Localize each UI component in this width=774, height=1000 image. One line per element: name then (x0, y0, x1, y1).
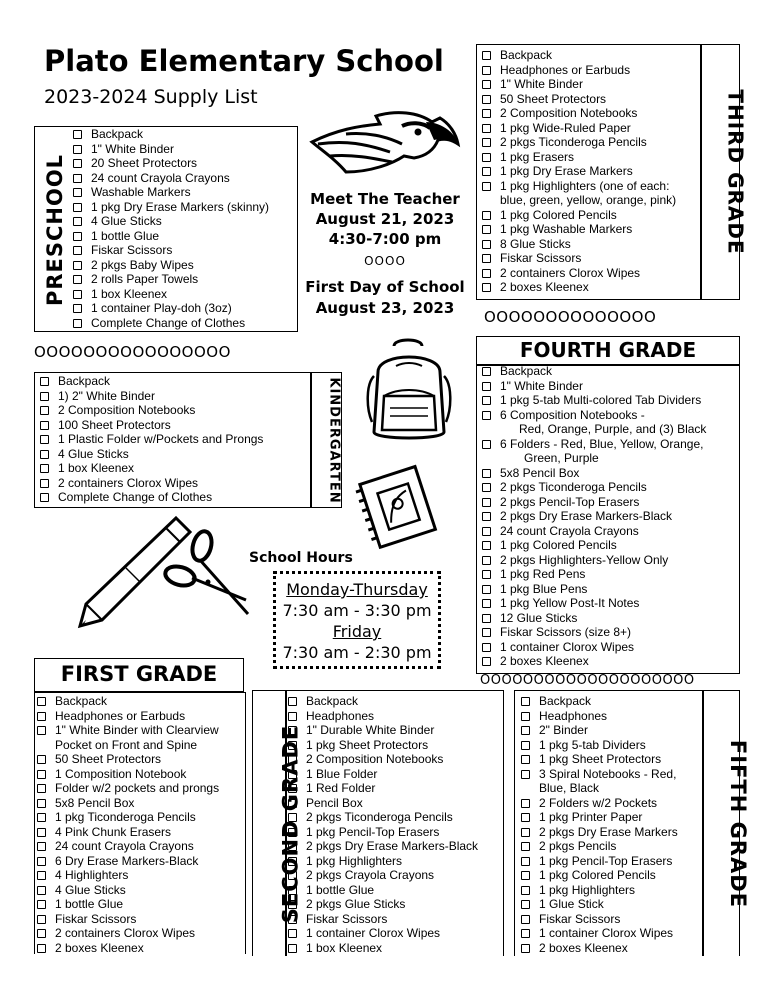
list-item[interactable]: Headphones (518, 709, 678, 724)
list-item[interactable]: 4 Glue Sticks (70, 214, 269, 229)
list-item[interactable]: 6 Folders - Red, Blue, Yellow, Orange, (479, 437, 706, 452)
list-item[interactable]: 1 Plastic Folder w/Pockets and Prongs (37, 432, 263, 447)
checkbox[interactable] (521, 712, 530, 721)
circle-divider: OOOOOOOOOOOOOOOOOOOO (480, 673, 695, 688)
kindergarten-label: KINDERGARTEN (326, 377, 342, 504)
school-title: Plato Elementary School (44, 44, 444, 78)
backpack-icon (360, 336, 458, 446)
list-item[interactable]: 2 rolls Paper Towels (70, 272, 269, 287)
fifth-grade-label-divider (702, 690, 704, 956)
checkbox[interactable] (37, 755, 46, 764)
checkbox[interactable] (521, 944, 530, 953)
list-item[interactable]: 2 containers Clorox Wipes (37, 476, 263, 491)
checkbox[interactable] (521, 828, 530, 837)
kindergarten-label-divider (310, 372, 312, 508)
checkbox[interactable] (37, 871, 46, 880)
checkbox[interactable] (482, 254, 491, 263)
checkbox[interactable] (288, 741, 297, 750)
list-item[interactable]: 6 Composition Notebooks - (479, 408, 706, 423)
list-item[interactable]: 2 pkgs Dry Erase Markers (518, 825, 678, 840)
checkbox[interactable] (521, 900, 530, 909)
first-grade-list (34, 694, 219, 955)
checkbox[interactable] (521, 871, 530, 880)
checkbox[interactable] (73, 246, 82, 255)
checkbox[interactable] (482, 411, 491, 420)
checkbox[interactable] (482, 95, 491, 104)
list-item[interactable]: 8 Glue Sticks (479, 237, 676, 252)
checkbox[interactable] (40, 493, 49, 502)
checkbox[interactable] (521, 726, 530, 735)
meet-teacher-date: August 21, 2023 (315, 210, 455, 228)
list-item[interactable]: 2 boxes Kleenex (34, 941, 219, 956)
checkbox[interactable] (288, 915, 297, 924)
list-item[interactable]: 1 pkg Pencil-Top Erasers (285, 825, 478, 840)
list-item[interactable]: 1" White Binder with Clearview (34, 723, 219, 738)
checkbox[interactable] (521, 770, 530, 779)
checkbox[interactable] (482, 527, 491, 536)
list-item[interactable]: 1 Red Folder (285, 781, 478, 796)
supply-list-subtitle: 2023-2024 Supply List (44, 86, 258, 108)
circle-divider: OOOOOOOOOOOOOO (484, 308, 657, 326)
kindergarten-list (37, 374, 263, 505)
checkbox[interactable] (482, 585, 491, 594)
checkbox[interactable] (482, 541, 491, 550)
checkbox[interactable] (482, 167, 491, 176)
list-item[interactable]: 2 pkgs Baby Wipes (70, 258, 269, 273)
list-item[interactable]: 50 Sheet Protectors (34, 752, 219, 767)
meet-separator: OOOO (364, 254, 406, 268)
list-item[interactable]: 2 boxes Kleenex (479, 280, 676, 295)
list-item[interactable]: Backpack (34, 694, 219, 709)
third-grade-list (479, 48, 676, 295)
checkbox[interactable] (37, 784, 46, 793)
list-item[interactable]: Backpack (479, 364, 706, 379)
list-item[interactable]: 1 pkg Highlighters (518, 883, 678, 898)
checkbox[interactable] (482, 556, 491, 565)
checkbox[interactable] (482, 124, 491, 133)
checkbox[interactable] (482, 283, 491, 292)
list-item[interactable]: Fiskar Scissors (70, 243, 269, 258)
checkbox[interactable] (482, 182, 491, 191)
fourth-grade-list (479, 364, 706, 669)
checkbox[interactable] (521, 915, 530, 924)
list-item[interactable]: Washable Markers (70, 185, 269, 200)
list-item[interactable]: 4 Glue Sticks (37, 447, 263, 462)
checkbox[interactable] (482, 153, 491, 162)
checkbox[interactable] (482, 512, 491, 521)
checkbox[interactable] (288, 755, 297, 764)
list-item[interactable]: 1" Durable White Binder (285, 723, 478, 738)
checkbox[interactable] (73, 203, 82, 212)
checkbox[interactable] (288, 828, 297, 837)
checkbox[interactable] (73, 159, 82, 168)
list-item-continuation: Pocket on Front and Spine (55, 737, 198, 752)
list-item[interactable]: 2 boxes Kleenex (518, 941, 678, 956)
third-grade-label-divider (700, 44, 702, 300)
list-item[interactable]: 1 pkg Sheet Protectors (285, 738, 478, 753)
meet-teacher-time: 4:30-7:00 pm (328, 230, 442, 248)
list-item[interactable]: 1 container Clorox Wipes (518, 926, 678, 941)
checkbox[interactable] (482, 483, 491, 492)
checkbox[interactable] (73, 290, 82, 299)
eagle-mascot-icon (306, 100, 462, 178)
list-item[interactable]: 1 pkg Ticonderoga Pencils (34, 810, 219, 825)
checkbox[interactable] (73, 304, 82, 313)
checkbox[interactable] (521, 799, 530, 808)
checkbox[interactable] (288, 886, 297, 895)
checkbox[interactable] (73, 275, 82, 284)
list-item[interactable]: 1 pkg Red Pens (479, 567, 706, 582)
list-item[interactable]: 1 Blue Folder (285, 767, 478, 782)
first-grade-label: FIRST GRADE (60, 662, 218, 686)
checkbox[interactable] (288, 770, 297, 779)
checkbox[interactable] (482, 138, 491, 147)
checkbox[interactable] (37, 712, 46, 721)
hours-time-fri: 7:30 am - 2:30 pm (282, 643, 432, 662)
list-item[interactable]: 1 pkg Dry Erase Markers (479, 164, 676, 179)
checkbox[interactable] (482, 657, 491, 666)
list-item[interactable]: 2 boxes Kleenex (479, 654, 706, 669)
list-item[interactable]: 1 pkg Colored Pencils (479, 538, 706, 553)
list-item[interactable]: Pencil Box (285, 796, 478, 811)
checkbox[interactable] (288, 799, 297, 808)
checkbox[interactable] (482, 440, 491, 449)
checkbox[interactable] (37, 857, 46, 866)
checkbox[interactable] (482, 211, 491, 220)
checkbox[interactable] (37, 842, 46, 851)
list-item[interactable]: Backpack (37, 374, 263, 389)
checkbox[interactable] (288, 871, 297, 880)
checkbox[interactable] (73, 145, 82, 154)
list-item[interactable]: Fiskar Scissors (size 8+) (479, 625, 706, 640)
checkbox[interactable] (288, 813, 297, 822)
hours-time-mon-thu: 7:30 am - 3:30 pm (282, 601, 432, 620)
checkbox[interactable] (288, 842, 297, 851)
checkbox[interactable] (482, 109, 491, 118)
list-item[interactable]: Fiskar Scissors (479, 251, 676, 266)
list-item[interactable]: 24 count Crayola Crayons (34, 839, 219, 854)
checkbox[interactable] (288, 726, 297, 735)
checkbox[interactable] (521, 857, 530, 866)
list-item[interactable]: 1 pkg Yellow Post-It Notes (479, 596, 706, 611)
list-item[interactable]: 1 pkg Colored Pencils (518, 868, 678, 883)
list-item[interactable]: 1 pkg Dry Erase Markers (skinny) (70, 200, 269, 215)
checkbox[interactable] (521, 697, 530, 706)
fourth-grade-label: FOURTH GRADE (519, 338, 697, 362)
first-day-heading: First Day of School (305, 278, 465, 296)
checkbox[interactable] (482, 628, 491, 637)
checkbox[interactable] (482, 570, 491, 579)
list-item[interactable]: Backpack (70, 127, 269, 142)
list-item[interactable]: 1 Glue Stick (518, 897, 678, 912)
list-item[interactable]: 1 pkg Washable Markers (479, 222, 676, 237)
hours-days-fri: Friday (332, 622, 382, 641)
list-item[interactable]: Backpack (479, 48, 676, 63)
checkbox[interactable] (482, 396, 491, 405)
list-item[interactable]: 2 pkgs Dry Erase Markers-Black (285, 839, 478, 854)
checkbox[interactable] (288, 697, 297, 706)
list-item[interactable]: 2 pkgs Highlighters-Yellow Only (479, 553, 706, 568)
list-item-continuation: Blue, Black (539, 781, 600, 795)
list-item[interactable]: 2" Binder (518, 723, 678, 738)
list-item[interactable]: 3 Spiral Notebooks - Red, (518, 767, 678, 782)
list-item[interactable]: 12 Glue Sticks (479, 611, 706, 626)
list-item[interactable]: 2 pkgs Ticonderoga Pencils (479, 135, 676, 150)
list-item[interactable]: 2 Composition Notebooks (37, 403, 263, 418)
first-day-date: August 23, 2023 (315, 299, 455, 317)
checkbox[interactable] (482, 614, 491, 623)
list-item[interactable]: 2 pkgs Pencil-Top Erasers (479, 495, 706, 510)
checkbox[interactable] (37, 799, 46, 808)
checkbox[interactable] (521, 741, 530, 750)
list-item[interactable]: 1 box Kleenex (37, 461, 263, 476)
list-item[interactable]: 1 pkg Pencil-Top Erasers (518, 854, 678, 869)
checkbox[interactable] (40, 435, 49, 444)
list-item[interactable]: 2 Composition Notebooks (285, 752, 478, 767)
list-item[interactable]: 1 bottle Glue (70, 229, 269, 244)
checkbox[interactable] (37, 813, 46, 822)
list-item[interactable]: 20 Sheet Protectors (70, 156, 269, 171)
checkbox[interactable] (288, 944, 297, 953)
list-item[interactable]: 1 container Clorox Wipes (479, 640, 706, 655)
checkbox[interactable] (73, 217, 82, 226)
list-item[interactable]: 24 count Crayola Crayons (479, 524, 706, 539)
checkbox[interactable] (288, 784, 297, 793)
list-item[interactable]: Backpack (285, 694, 478, 709)
checkbox[interactable] (40, 392, 49, 401)
list-item[interactable]: 2 pkgs Ticonderoga Pencils (285, 810, 478, 825)
second-grade-label: SECOND GRADE (278, 724, 303, 924)
list-item[interactable]: 1 pkg Sheet Protectors (518, 752, 678, 767)
list-item[interactable]: 6 Dry Erase Markers-Black (34, 854, 219, 869)
list-item[interactable]: Headphones or Earbuds (34, 709, 219, 724)
checkbox[interactable] (73, 232, 82, 241)
hours-days-mon-thu: Monday-Thursday (286, 580, 428, 599)
list-item[interactable]: Complete Change of Clothes (70, 316, 269, 331)
checkbox[interactable] (37, 886, 46, 895)
list-item[interactable]: 2 containers Clorox Wipes (34, 926, 219, 941)
list-item[interactable]: 1 bottle Glue (285, 883, 478, 898)
list-item-continuation: Red, Orange, Purple, and (3) Black (519, 422, 707, 436)
list-item[interactable]: 1) 2" White Binder (37, 389, 263, 404)
list-item[interactable]: 2 containers Clorox Wipes (479, 266, 676, 281)
checkbox[interactable] (37, 697, 46, 706)
checkbox[interactable] (37, 726, 46, 735)
list-item[interactable]: 5x8 Pencil Box (34, 796, 219, 811)
checkbox[interactable] (37, 900, 46, 909)
list-item[interactable]: 2 pkgs Ticonderoga Pencils (479, 480, 706, 495)
list-item[interactable]: Complete Change of Clothes (37, 490, 263, 505)
preschool-list (70, 127, 269, 330)
checkbox[interactable] (37, 944, 46, 953)
checkbox[interactable] (37, 915, 46, 924)
checkbox[interactable] (482, 382, 491, 391)
list-item[interactable]: 1 pkg Printer Paper (518, 810, 678, 825)
list-item[interactable]: 2 pkgs Pencils (518, 839, 678, 854)
list-item[interactable]: 1 pkg Erasers (479, 150, 676, 165)
checkbox[interactable] (288, 712, 297, 721)
checkbox[interactable] (37, 929, 46, 938)
list-item[interactable]: Headphones or Earbuds (479, 63, 676, 78)
list-item[interactable]: Backpack (518, 694, 678, 709)
checkbox[interactable] (482, 367, 491, 376)
checkbox[interactable] (482, 66, 491, 75)
checkbox[interactable] (482, 225, 491, 234)
list-item[interactable]: 2 pkgs Dry Erase Markers-Black (479, 509, 706, 524)
checkbox[interactable] (40, 464, 49, 473)
list-item[interactable]: 24 count Crayola Crayons (70, 171, 269, 186)
checkbox[interactable] (40, 479, 49, 488)
list-item[interactable]: 1 pkg Blue Pens (479, 582, 706, 597)
list-item[interactable]: 1 box Kleenex (70, 287, 269, 302)
fifth-grade-list (518, 694, 678, 955)
list-item-continuation: Green, Purple (524, 451, 599, 465)
checkbox[interactable] (482, 51, 491, 60)
list-item[interactable]: 1 container Play-doh (3oz) (70, 301, 269, 316)
list-item-continuation: blue, green, yellow, orange, pink) (500, 193, 677, 207)
list-item[interactable]: 1 box Kleenex (285, 941, 478, 956)
list-item[interactable]: 1 pkg 5-tab Multi-colored Tab Dividers (479, 393, 706, 408)
checkbox[interactable] (73, 319, 82, 328)
checkbox[interactable] (482, 469, 491, 478)
scissors-icon (162, 528, 254, 620)
list-item[interactable]: 1 Composition Notebook (34, 767, 219, 782)
list-item[interactable]: 2 pkgs Crayola Crayons (285, 868, 478, 883)
list-item[interactable]: 1 pkg Highlighters (285, 854, 478, 869)
list-item[interactable]: 50 Sheet Protectors (479, 92, 676, 107)
list-item[interactable]: 1 pkg Colored Pencils (479, 208, 676, 223)
checkbox[interactable] (521, 842, 530, 851)
checkbox[interactable] (288, 900, 297, 909)
list-item[interactable]: 2 pkgs Glue Sticks (285, 897, 478, 912)
meet-teacher-heading: Meet The Teacher (310, 190, 460, 208)
preschool-label: PRESCHOOL (43, 153, 68, 307)
checkbox[interactable] (37, 828, 46, 837)
fifth-grade-label: FIFTH GRADE (726, 739, 751, 909)
list-item[interactable]: Headphones (285, 709, 478, 724)
notebook-icon (352, 460, 442, 550)
list-item[interactable]: 1 pkg 5-tab Dividers (518, 738, 678, 753)
checkbox[interactable] (40, 450, 49, 459)
checkbox[interactable] (482, 269, 491, 278)
checkbox[interactable] (37, 770, 46, 779)
school-hours-heading: School Hours (249, 550, 353, 566)
list-item[interactable]: 4 Pink Chunk Erasers (34, 825, 219, 840)
checkbox[interactable] (521, 755, 530, 764)
list-item[interactable]: 1" White Binder (479, 379, 706, 394)
checkbox[interactable] (40, 377, 49, 386)
list-item[interactable]: 4 Highlighters (34, 868, 219, 883)
circle-divider: OOOOOOOOOOOOOOOO (34, 343, 231, 361)
checkbox[interactable] (73, 261, 82, 270)
list-item[interactable]: 2 Composition Notebooks (479, 106, 676, 121)
checkbox[interactable] (73, 188, 82, 197)
checkbox[interactable] (482, 240, 491, 249)
checkbox[interactable] (482, 599, 491, 608)
list-item[interactable]: Fiskar Scissors (34, 912, 219, 927)
list-item[interactable]: 1 pkg Wide-Ruled Paper (479, 121, 676, 136)
list-item[interactable]: Fiskar Scissors (518, 912, 678, 927)
list-item[interactable]: 1 pkg Highlighters (one of each: (479, 179, 676, 194)
list-item[interactable]: 100 Sheet Protectors (37, 418, 263, 433)
checkbox[interactable] (288, 857, 297, 866)
checkbox[interactable] (482, 80, 491, 89)
checkbox[interactable] (521, 886, 530, 895)
list-item[interactable]: Fiskar Scissors (285, 912, 478, 927)
checkbox[interactable] (73, 174, 82, 183)
list-item[interactable]: 1 bottle Glue (34, 897, 219, 912)
checkbox[interactable] (482, 498, 491, 507)
list-item[interactable]: 1 container Clorox Wipes (285, 926, 478, 941)
second-grade-list (285, 694, 478, 955)
checkbox[interactable] (73, 130, 82, 139)
list-item[interactable]: 2 Folders w/2 Pockets (518, 796, 678, 811)
checkbox[interactable] (482, 643, 491, 652)
checkbox[interactable] (521, 929, 530, 938)
list-item[interactable]: Folder w/2 pockets and prongs (34, 781, 219, 796)
checkbox[interactable] (40, 406, 49, 415)
list-item[interactable]: 5x8 Pencil Box (479, 466, 706, 481)
checkbox[interactable] (40, 421, 49, 430)
third-grade-label: THIRD GRADE (723, 89, 748, 255)
checkbox[interactable] (521, 813, 530, 822)
checkbox[interactable] (288, 929, 297, 938)
list-item[interactable]: 1" White Binder (479, 77, 676, 92)
list-item[interactable]: 4 Glue Sticks (34, 883, 219, 898)
list-item[interactable]: 1" White Binder (70, 142, 269, 157)
